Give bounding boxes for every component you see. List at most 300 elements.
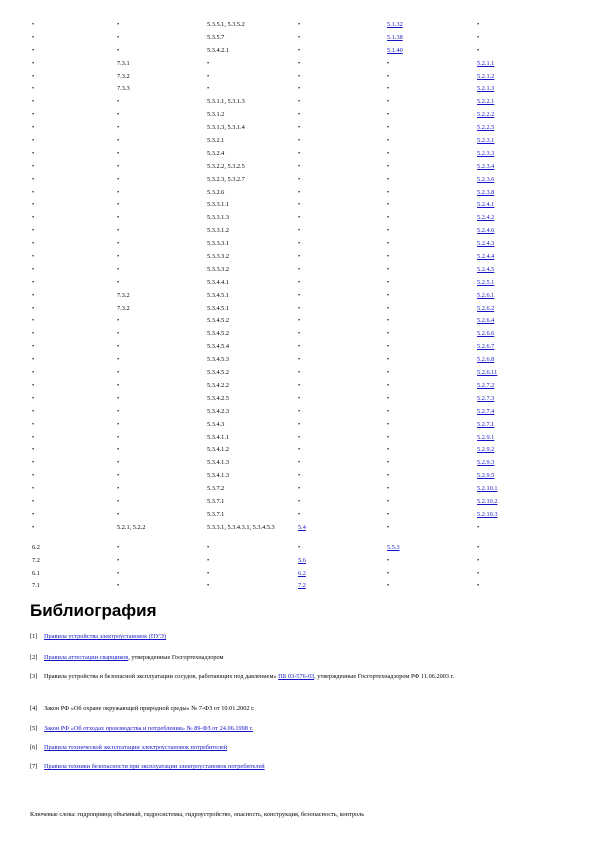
table-cell: •	[298, 356, 301, 364]
table-row	[0, 251, 595, 264]
table-cell: •	[387, 369, 390, 377]
table-cell: •	[387, 214, 390, 222]
table-cell: •	[207, 72, 210, 80]
table-cell: 5.3.4.5.1	[207, 304, 230, 312]
table-cell-link[interactable]: 5.1.32	[387, 21, 403, 28]
table-cell: •	[117, 543, 120, 551]
table-cell: 5.3.5.7	[207, 33, 225, 41]
table-row	[0, 444, 595, 457]
table-cell-link[interactable]: 5.2.7.2	[477, 381, 495, 389]
table-row	[0, 187, 595, 200]
table-cell-link[interactable]: 7.2	[298, 582, 306, 590]
table-cell: •	[32, 59, 35, 67]
table-cell: 5.3.4.2.3	[207, 407, 230, 415]
table-cell: •	[298, 343, 301, 351]
table-cell: •	[32, 510, 35, 518]
table-row	[0, 290, 595, 303]
table-cell-link[interactable]: 5.2.6.11	[477, 369, 498, 377]
table-cell: 7.3.1	[117, 59, 130, 67]
table-cell-link[interactable]: 5.6	[298, 556, 306, 564]
table-cell: 5.3.7.1	[207, 510, 225, 518]
table-cell: •	[298, 407, 301, 415]
table-cell: •	[117, 21, 120, 28]
table-cell: •	[207, 569, 210, 577]
table-cell: 5.3.3.3.1	[207, 240, 230, 248]
table-row	[0, 555, 595, 568]
bibliography-number: [1]	[30, 633, 38, 640]
table-cell: •	[387, 556, 390, 564]
table-cell: •	[32, 85, 35, 93]
table-cell: 5.3.3.1, 5.3.4.3.1, 5.3.4.5.3	[207, 524, 275, 532]
table-row	[0, 303, 595, 316]
bibliography-link[interactable]: Закон РФ «Об отходах производства и потребления» № 89-ФЗ от 24.06.1998 г.	[44, 725, 253, 732]
table-row	[0, 32, 595, 45]
table-cell: •	[298, 188, 301, 196]
table-cell: •	[32, 472, 35, 480]
table-row	[0, 457, 595, 470]
bibliography-link[interactable]: Правила устройства электроустановок (ПУЭ)	[44, 633, 167, 640]
table-cell: •	[298, 72, 301, 80]
table-cell: •	[117, 510, 120, 518]
table-cell: •	[117, 485, 120, 493]
table-cell: 5.3.2.2, 5.3.2.5	[207, 162, 245, 170]
table-cell: •	[117, 98, 120, 106]
table-cell: •	[32, 291, 35, 299]
table-row	[0, 135, 595, 148]
table-cell: •	[298, 510, 301, 518]
table-cell: 5.3.4.2.2	[207, 381, 230, 389]
table-row	[0, 58, 595, 71]
table-cell: •	[32, 214, 35, 222]
table-row	[0, 238, 595, 251]
table-cell: •	[117, 369, 120, 377]
table-cell: •	[117, 569, 120, 577]
table-cell: •	[387, 253, 390, 261]
bibliography-number: [5]	[30, 725, 38, 732]
table-cell-link[interactable]: 5.2.3.6	[477, 175, 495, 183]
table-cell: •	[117, 433, 120, 441]
table-cell: •	[117, 162, 120, 170]
table-cell: •	[477, 21, 480, 28]
table-cell: •	[387, 188, 390, 196]
table-row	[0, 83, 595, 96]
table-cell: 5.3.4.1.2	[207, 446, 230, 454]
table-cell: •	[298, 278, 301, 286]
table-cell: 5.3.2.4	[207, 149, 225, 157]
table-cell-link[interactable]: 5.2.10.2	[477, 497, 498, 505]
table-cell: •	[32, 98, 35, 106]
table-cell: •	[387, 407, 390, 415]
table-cell: •	[298, 149, 301, 157]
table-cell: •	[387, 510, 390, 518]
table-cell: •	[207, 85, 210, 93]
table-cell: •	[477, 523, 480, 531]
table-row	[0, 470, 595, 483]
table-cell: •	[298, 137, 301, 145]
table-cell: •	[387, 304, 390, 312]
table-cell: •	[32, 407, 35, 415]
table-cell: •	[117, 33, 120, 41]
table-cell: •	[298, 472, 301, 480]
table-cell: •	[117, 265, 120, 273]
table-cell: •	[298, 304, 301, 312]
table-cell: •	[387, 523, 390, 531]
table-cell-link[interactable]: 5.2.2.5	[477, 124, 495, 132]
table-cell: •	[387, 497, 390, 505]
table-cell: 7.3.3	[117, 85, 130, 93]
table-cell: •	[387, 330, 390, 338]
table-cell-link[interactable]: 5.2.7.4	[477, 407, 495, 415]
bibliography-number: [4]	[30, 705, 38, 712]
table-cell: 5.3.7.2	[207, 485, 225, 493]
table-cell-link[interactable]: 5.2.10.3	[477, 510, 498, 518]
table-row	[0, 542, 595, 555]
table-cell: 6.1	[32, 569, 40, 577]
table-cell-link[interactable]: 5.2.4.6	[477, 227, 495, 235]
table-cell: •	[387, 72, 390, 80]
table-cell: •	[298, 124, 301, 132]
table-cell: 5.3.4.5.4	[207, 343, 230, 351]
table-cell: •	[298, 459, 301, 467]
bibliography-title: Библиография	[30, 601, 157, 620]
bibliography-link[interactable]: Правила аттестации сварщиков	[44, 654, 129, 661]
table-cell: •	[387, 582, 390, 590]
table-cell: •	[387, 569, 390, 577]
table-row	[0, 483, 595, 496]
table-cell: •	[117, 278, 120, 286]
table-cell: •	[32, 497, 35, 505]
table-cell: •	[298, 317, 301, 325]
table-cell: 5.3.2.3, 5.3.2.7	[207, 175, 245, 183]
table-cell: •	[117, 111, 120, 119]
table-cell: 5.3.4.2.5	[207, 394, 230, 402]
table-cell: •	[298, 46, 301, 54]
table-cell: •	[32, 356, 35, 364]
table-cell-link[interactable]: 5.2.4.4	[477, 253, 495, 261]
bibliography-number: [6]	[30, 744, 38, 751]
table-cell: 5.3.1.3, 5.3.1.4	[207, 124, 245, 132]
table-cell: •	[32, 253, 35, 261]
table-cell: •	[32, 317, 35, 325]
table-row	[0, 315, 595, 328]
table-row	[0, 406, 595, 419]
table-row	[0, 148, 595, 161]
table-cell: •	[117, 124, 120, 132]
table-cell: •	[32, 265, 35, 273]
table-cell: •	[387, 227, 390, 235]
table-cell: 5.3.7.1	[207, 497, 225, 505]
table-cell: •	[32, 381, 35, 389]
table-cell-link[interactable]: 5.2.4.3	[477, 240, 495, 248]
table-cell: •	[117, 582, 120, 590]
bibliography-text: , утвержденные Госгортехнадзором	[128, 654, 224, 661]
table-cell: •	[387, 433, 390, 441]
table-row	[0, 212, 595, 225]
table-cell: •	[32, 459, 35, 467]
table-cell: •	[207, 543, 210, 551]
table-cell: •	[387, 381, 390, 389]
table-cell-link[interactable]: 5.1.38	[387, 33, 403, 41]
bibliography-link[interactable]: Правила техники безопасности при эксплуатации электроустановок потребителей	[44, 763, 265, 770]
table-row	[0, 354, 595, 367]
table-row	[0, 96, 595, 109]
table-cell: •	[32, 278, 35, 286]
table-cell: •	[117, 446, 120, 454]
table-cell-link[interactable]: 5.2.6.6	[477, 330, 495, 338]
table-cell: 5.3.4.5.3	[207, 356, 230, 364]
table-cell: •	[117, 227, 120, 235]
table-cell: 5.3.1.1, 5.3.1.3	[207, 98, 245, 106]
table-cell: •	[298, 543, 301, 551]
bibliography-number: [3]	[30, 673, 38, 680]
table-cell: •	[477, 543, 480, 551]
table-cell: 5.3.1.2	[207, 111, 225, 119]
table-cell: •	[298, 485, 301, 493]
table-cell: •	[32, 304, 35, 312]
table-row	[0, 341, 595, 354]
table-cell-link[interactable]: 5.2.9.3	[477, 459, 495, 467]
table-cell: 5.3.4.3	[207, 420, 225, 428]
table-cell: •	[207, 59, 210, 67]
table-cell-link[interactable]: 5.2.3.3	[477, 149, 495, 157]
table-cell: •	[387, 420, 390, 428]
table-cell-link[interactable]: 5.2.7.3	[477, 394, 495, 402]
table-cell: •	[32, 188, 35, 196]
table-cell: •	[117, 137, 120, 145]
bibliography-text: Правила устройства и безопасной эксплуатации сосудов, работающих под давлением»	[44, 673, 279, 680]
table-cell-link[interactable]: 5.2.2.1	[477, 98, 495, 106]
table-cell: •	[117, 330, 120, 338]
table-cell: 5.3.4.5.2	[207, 317, 230, 325]
table-cell-link[interactable]: 5.2.9.1	[477, 433, 495, 441]
table-cell: 7.3.2	[117, 291, 130, 299]
table-cell: •	[387, 137, 390, 145]
table-cell: •	[117, 472, 120, 480]
table-cell: •	[32, 46, 35, 54]
table-cell: 5.3.2.6	[207, 188, 225, 196]
table-cell-link[interactable]: 5.2.4.1	[477, 201, 495, 209]
table-cell: •	[32, 137, 35, 145]
table-cell: •	[32, 21, 35, 28]
table-cell: •	[387, 459, 390, 467]
table-cell-link[interactable]: 5.2.9.5	[477, 472, 495, 480]
table-cell-link[interactable]: 5.2.5.1	[477, 278, 495, 286]
table-cell: 5.3.3.3.2	[207, 253, 230, 261]
table-cell-link[interactable]: 5.2.1.1	[477, 59, 495, 67]
table-row	[0, 225, 595, 238]
table-cell: •	[387, 201, 390, 209]
table-cell: •	[387, 394, 390, 402]
table-cell: •	[387, 59, 390, 67]
table-cell: •	[298, 201, 301, 209]
table-cell: •	[298, 59, 301, 67]
table-cell: 5.3.4.5.1	[207, 291, 230, 299]
table-row	[0, 568, 595, 581]
table-cell: 5.3.4.1.3	[207, 459, 230, 467]
table-cell: •	[32, 201, 35, 209]
bibliography-number: [7]	[30, 763, 38, 770]
table-row	[0, 367, 595, 380]
table-cell: •	[477, 582, 480, 590]
table-cell-link[interactable]: 5.2.6.1	[477, 291, 495, 299]
table-cell: •	[32, 124, 35, 132]
table-cell: •	[298, 394, 301, 402]
table-cell: •	[32, 162, 35, 170]
table-cell-link[interactable]: 5.2.1.3	[477, 85, 495, 93]
table-cell: •	[387, 240, 390, 248]
table-cell: •	[117, 459, 120, 467]
table-cell: •	[298, 175, 301, 183]
table-cell: 7.3.2	[117, 304, 130, 312]
table-row	[0, 122, 595, 135]
table-cell: •	[32, 175, 35, 183]
table-cell-link[interactable]: 5.2.6.2	[477, 304, 495, 312]
table-row	[0, 174, 595, 187]
table-cell: •	[298, 98, 301, 106]
bibliography-link[interactable]: Правила технической эксплуатации электроустановок потребителей	[44, 744, 228, 751]
table-cell-link[interactable]: 5.2.6.4	[477, 317, 495, 325]
table-cell: 5.3.5.1, 5.3.5.2	[207, 21, 245, 28]
table-cell: •	[117, 556, 120, 564]
table-cell: •	[387, 356, 390, 364]
table-cell: 5.3.3.1.1	[207, 201, 230, 209]
table-cell: •	[32, 227, 35, 235]
table-cell: 6.2	[32, 543, 40, 551]
table-cell: •	[32, 433, 35, 441]
table-cell: •	[298, 369, 301, 377]
table-cell: •	[117, 317, 120, 325]
table-cell: •	[32, 394, 35, 402]
table-row	[0, 199, 595, 212]
table-cell: 7.3.2	[117, 72, 130, 80]
table-cell: •	[387, 111, 390, 119]
table-cell: •	[298, 433, 301, 441]
table-cell: •	[298, 291, 301, 299]
table-cell: •	[32, 240, 35, 248]
table-cell: •	[32, 343, 35, 351]
table-cell: 5.3.2.1	[207, 137, 225, 145]
table-row	[0, 45, 595, 58]
table-cell: •	[32, 72, 35, 80]
table-cell: 5.3.3.3.2	[207, 265, 230, 273]
table-cell: •	[298, 381, 301, 389]
table-cell-link[interactable]: 5.2.1.2	[477, 72, 495, 80]
table-cell: •	[298, 240, 301, 248]
table-cell: •	[117, 407, 120, 415]
table-cell: 5.3.4.1.3	[207, 472, 230, 480]
table-cell: 7.1	[32, 582, 40, 590]
table-cell: 5.3.4.4.1	[207, 278, 230, 286]
table-cell: •	[32, 33, 35, 41]
table-cell: 5.3.3.1.2	[207, 227, 230, 235]
table-cell-link[interactable]: 5.2.4.5	[477, 265, 495, 273]
table-cell: •	[387, 98, 390, 106]
table-cell: •	[32, 111, 35, 119]
table-cell: •	[298, 265, 301, 273]
table-cell-link[interactable]: 5.2.10.1	[477, 485, 498, 493]
table-cell: •	[387, 124, 390, 132]
table-cell: 5.2.1, 5.2.2	[117, 523, 146, 531]
table-cell: •	[117, 253, 120, 261]
table-cell: 5.3.4.5.2	[207, 330, 230, 338]
table-cell: •	[298, 85, 301, 93]
table-cell: •	[32, 420, 35, 428]
table-cell: •	[298, 21, 301, 28]
table-row	[0, 109, 595, 122]
table-cell-link[interactable]: 5.2.7.1	[477, 420, 495, 428]
table-cell: •	[387, 265, 390, 273]
table-cell: •	[117, 394, 120, 402]
table-cell-link[interactable]: 5.2.6.7	[477, 343, 495, 351]
table-row	[0, 522, 595, 542]
table-cell: •	[32, 149, 35, 157]
table-cell: •	[32, 330, 35, 338]
keywords-line: Ключевые слова: гидропривод объемный, гидросистемы, гидроустройство, опасность, конструкция, безопасность, контроль	[30, 811, 365, 818]
bibliography-text-tail: , утвержденные Госгортехнадзором РФ 11.06.2003 г.	[314, 673, 455, 680]
table-row	[0, 161, 595, 174]
bibliography-text: Закон РФ «Об охране окружающей природной среды» № 7-ФЗ от 10.01.2002 г.	[44, 705, 255, 712]
table-cell: 7.2	[32, 556, 40, 564]
table-row	[0, 380, 595, 393]
table-cell-link[interactable]: 5.2.6.8	[477, 356, 495, 364]
table-cell: •	[387, 149, 390, 157]
table-cell: •	[207, 582, 210, 590]
table-cell-link[interactable]: 5.2.3.4	[477, 162, 495, 170]
table-cell: •	[298, 420, 301, 428]
table-cell: •	[387, 472, 390, 480]
table-cell-link[interactable]: 5.2.3.1	[477, 137, 495, 145]
table-cell: •	[298, 33, 301, 41]
table-row	[0, 432, 595, 445]
table-cell: •	[298, 214, 301, 222]
table-cell: •	[298, 162, 301, 170]
table-cell-link[interactable]: 5.2.3.8	[477, 188, 495, 196]
table-cell: •	[117, 381, 120, 389]
table-cell-link[interactable]: 5.4	[298, 523, 306, 531]
table-cell: •	[387, 485, 390, 493]
table-cell: •	[387, 343, 390, 351]
table-cell-link[interactable]: 6.2	[298, 569, 306, 577]
table-cell: •	[207, 556, 210, 564]
table-row	[0, 19, 595, 32]
table-cell-link[interactable]: 5.1.40	[387, 46, 403, 54]
table-cell: •	[387, 85, 390, 93]
table-cell-link[interactable]: 5.5.3	[387, 543, 400, 551]
table-cell: •	[387, 278, 390, 286]
table-cell: •	[387, 175, 390, 183]
correspondence-table	[0, 19, 595, 593]
table-cell: •	[117, 214, 120, 222]
table-cell: 5.3.3.1.3	[207, 214, 230, 222]
table-cell: •	[117, 343, 120, 351]
table-cell: •	[298, 227, 301, 235]
table-cell: •	[387, 317, 390, 325]
table-cell: •	[117, 201, 120, 209]
table-cell-link[interactable]: 5.2.2.2	[477, 111, 495, 119]
bibliography-link[interactable]: ПБ 03-576-03	[278, 673, 315, 680]
table-row	[0, 580, 595, 593]
table-row	[0, 419, 595, 432]
table-row	[0, 71, 595, 84]
table-cell: 5.3.4.1.1	[207, 433, 230, 441]
table-cell-link[interactable]: 5.2.4.2	[477, 214, 495, 222]
table-row	[0, 509, 595, 522]
table-row	[0, 264, 595, 277]
table-cell: •	[32, 523, 35, 531]
table-cell-link[interactable]: 5.2.9.2	[477, 446, 495, 454]
table-row	[0, 393, 595, 406]
table-cell: •	[117, 46, 120, 54]
